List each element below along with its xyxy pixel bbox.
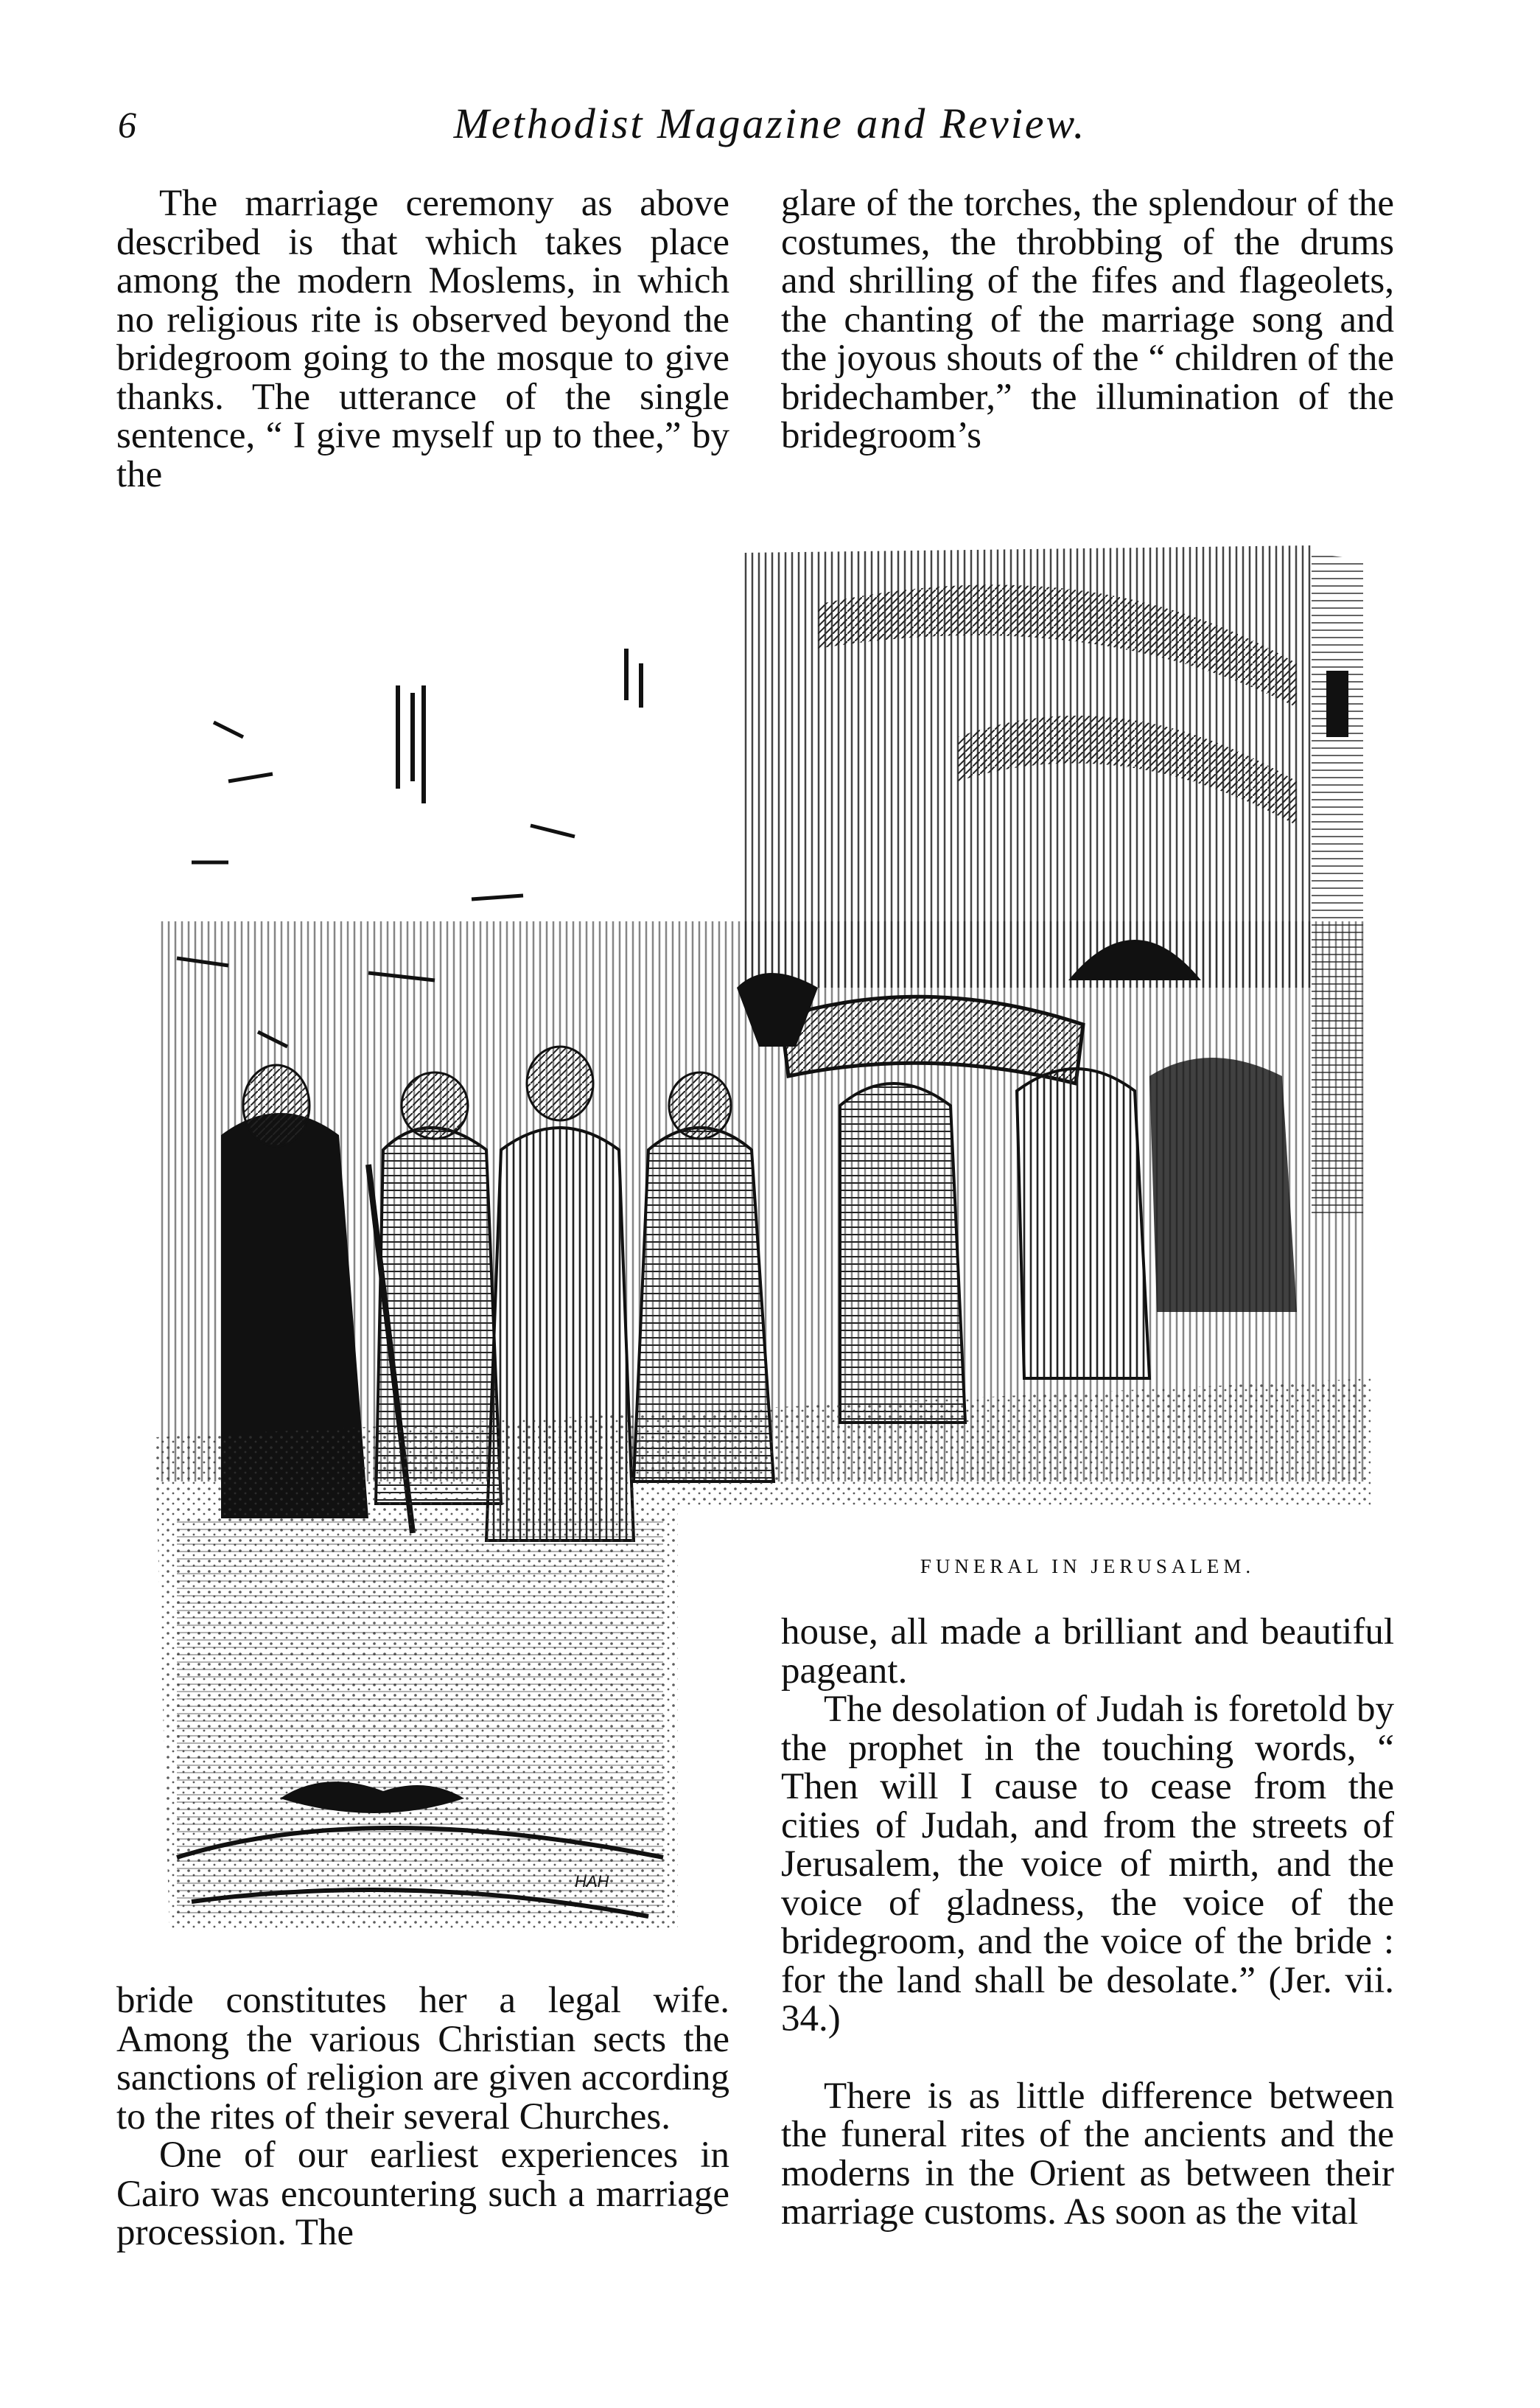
text-column-bottom-left bbox=[116, 1981, 729, 2252]
paragraph: One of our earliest experiences in Cairo was encountering such a marriage procession. The bbox=[116, 2135, 729, 2253]
running-title: Methodist Magazine and Review. bbox=[453, 100, 1087, 147]
paragraph: glare of the torches, the splendour of the costumes, the throbbing of the drums and shrilling of the fifes and flageolets, the chanting of the marriage song and the joyous shouts of the “ children of the bridechamber,” the illumination of the bridegroom’s bbox=[781, 183, 1394, 456]
paragraph: bride constitutes her a legal wife. Among the various Christian sects the sanctions of religion are given according to the rites of their several Churches. bbox=[116, 1980, 729, 2137]
paragraph: The marriage ceremony as above described is that which takes place among the modern Moslems, in which no religious rite is observed beyond the bridegroom going to the mosque to give thanks. The utterance of the single sentence, “ I give myself up to thee,” by the bbox=[116, 183, 729, 495]
illustration-caption: FUNERAL IN JERUSALEM. bbox=[920, 1555, 1256, 1577]
paragraph: house, all made a brilliant and beautiful pageant. bbox=[781, 1611, 1394, 1692]
paragraph: There is as little difference between the funeral rites of the ancients and the moderns in the Orient as between their marriage customs. As soon as the vital bbox=[781, 2075, 1394, 2233]
page-number: 6 bbox=[118, 104, 136, 145]
artist-signature: HAH bbox=[575, 1872, 609, 1891]
paragraph: The desolation of Judah is foretold by the prophet in the touching words, “ Then will I cause to cease from the cities of Judah, and from the streets of Jerusalem, the voice of mirth, and the voice of gladness, the voice of the bridegroom, and the voice of the bride : for the land shall be desolate.” (Jer. vii. 34.) bbox=[781, 1689, 1394, 2039]
text-column-bottom-right bbox=[781, 1613, 1394, 2232]
